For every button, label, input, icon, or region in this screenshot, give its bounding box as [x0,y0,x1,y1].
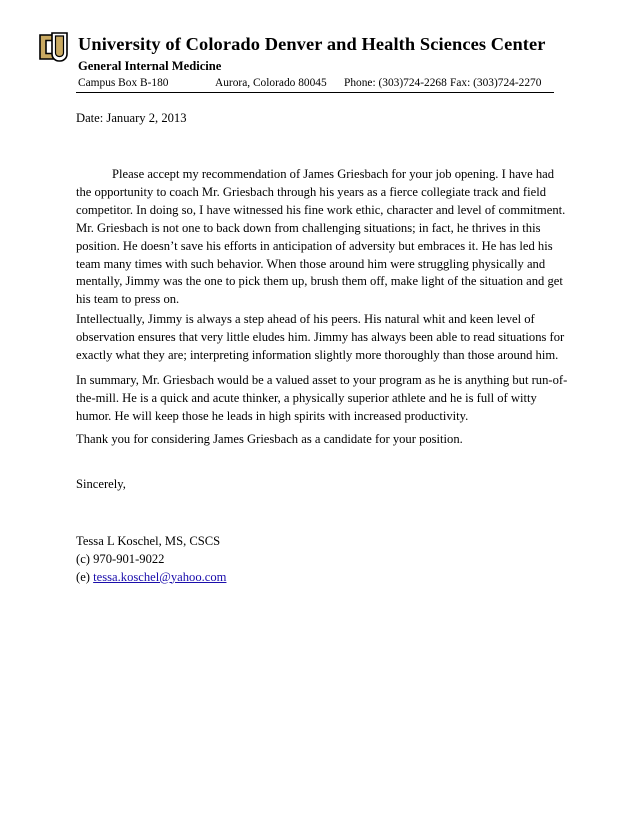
city-address: Aurora, Colorado 80045 [215,77,327,89]
institution-title: University of Colorado Denver and Health Sciences Center [78,34,546,54]
header-divider [76,92,554,93]
signer-name: Tessa L Koschel, MS, CSCS [76,534,221,548]
paragraph-intellect [76,311,568,364]
paragraph-text: In summary, Mr. Griesbach would be a valued asset to your program as he is anything but run-of-the-mill. He is a quick and acute thinker, a physically superior athlete and he is full of witty humor. He will keep those he leads in high spirits with increased productivity. [76,373,568,423]
email-prefix: (e) [76,569,94,584]
department-name: General Internal Medicine [78,59,222,73]
paragraph-character [76,220,568,309]
email-link[interactable]: tessa.koschel@yahoo.com [93,569,227,584]
signer-cell-phone: (c) 970-901-9022 [76,551,165,566]
closing: Sincerely, [76,477,126,491]
paragraph-text: Mr. Griesbach is not one to back down from challenging situations; in fact, he thrives in this position. He doesn’t save his efforts in anticipation of adversity but embraces it. He has led his team many times with such behavior. When those around him were struggling physically and mentally, Jimmy was the one to pick them up, brush them off, make light of the situation and get his team to press on. [76,221,563,307]
paragraph-text: Please accept my recommendation of James Griesbach for your job opening. I have had the opportunity to coach Mr. Griesbach through his years as a fierce collegiate track and field competitor. In doing so, I have witnessed his fine work ethic, character and level of commitment. [76,167,566,217]
fax-number: Fax: (303)724-2270 [450,77,542,89]
paragraph-summary [76,372,568,425]
university-logo-icon [37,31,69,63]
letter-date: Date: January 2, 2013 [76,111,187,125]
phone-number: Phone: (303)724-2268 [344,77,447,89]
signer-email-line [76,569,568,587]
campus-box: Campus Box B-180 [78,77,169,89]
signature-block [76,533,568,586]
paragraph-intro [76,166,568,219]
paragraph-text: Intellectually, Jimmy is always a step ahead of his peers. His natural whit and keen level of observation ensures that very little eludes him. Jimmy has always been able to read situations for exactly what they are; interpreting information slightly more thoroughly than those around him. [76,312,565,362]
paragraph-thanks [76,431,568,449]
paragraph-text: Thank you for considering James Griesbach as a candidate for your position. [76,432,463,446]
